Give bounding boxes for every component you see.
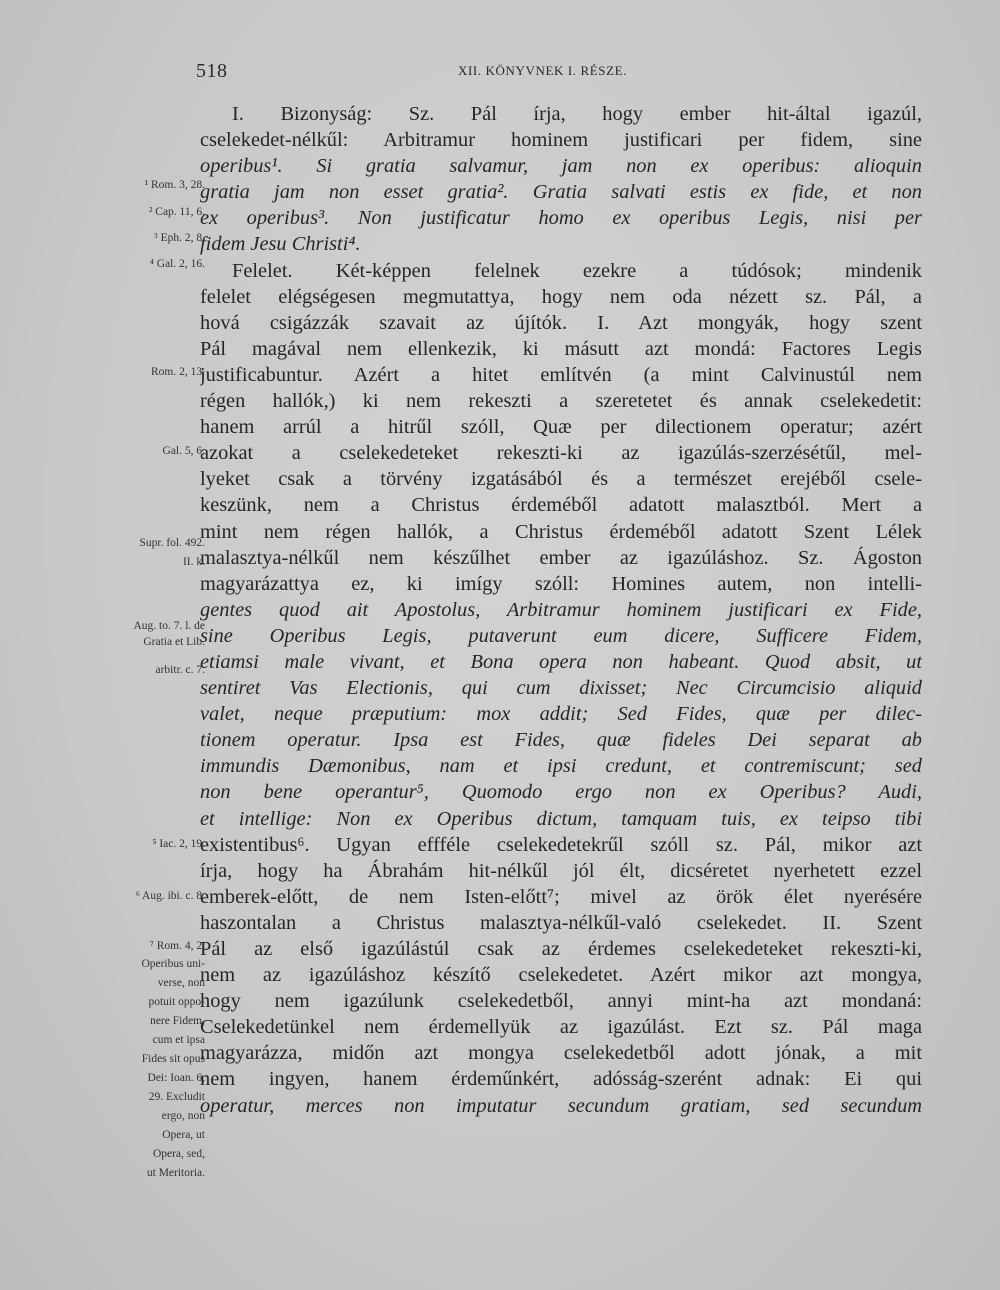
- text-line: Pál az első igazúlástúl csak az érdemes cselekedeteket rekeszti-ki,: [200, 938, 922, 960]
- margin-note: Opera, ut: [162, 1129, 205, 1141]
- margin-note: ³ Eph. 2, 8.: [154, 232, 205, 244]
- text-line: írja, hogy ha Ábrahám hit-nélkűl jól élt, dicséretet nyerhetett ezzel: [200, 859, 922, 882]
- margin-note: ⁷ Rom. 4, 2.: [149, 940, 205, 952]
- text-line: sentiret Vas Electionis, qui cum dixisset; Nec Circumcisio aliquid: [200, 677, 922, 700]
- margin-note: ² Cap. 11, 6.: [148, 206, 205, 218]
- margin-note: potuit oppo-: [148, 996, 205, 1008]
- text-line: haszontalan a Christus malasztya-nélkűl-való cselekedet. II. Szent: [200, 911, 922, 934]
- text-line: magyarázza, midőn azt mongya cselekedetből adott jónak, a mit: [200, 1042, 922, 1065]
- margin-note: ⁵ Iac. 2, 19.: [152, 838, 205, 850]
- text-line: malasztya-nélkűl nem készűlhet ember az igazúláshoz. Sz. Ágoston: [200, 546, 922, 569]
- margin-note: Gratia et Lib.: [143, 636, 205, 648]
- text-line: hogy nem igazúlunk cselekedetből, annyi mint-ha azt mondaná:: [200, 990, 922, 1013]
- margin-note: Aug. to. 7. l. de: [133, 620, 205, 632]
- text-line: I. Bizonyság: Sz. Pál írja, hogy ember hit-által igazúl,: [232, 103, 922, 125]
- margin-note: Gal. 5, 6.: [162, 445, 205, 457]
- text-line: justificabuntur. Azért a hitet említvén (a mint Calvinustúl nem: [200, 363, 922, 386]
- text-line: tionem operatur. Ipsa est Fides, quæ fideles Dei separat ab: [200, 729, 922, 752]
- page-header: [196, 60, 916, 90]
- text-line: Pál magával nem ellenkezik, ki másutt azt mondá: Factores Legis: [200, 337, 922, 360]
- text-line: Felelet. Két-képpen felelnek ezekre a túdósok; mindenik: [232, 259, 922, 282]
- text-line: hanem arrúl a hitrűl szóll, Quæ per dilectionem operatur; azért: [200, 416, 922, 439]
- margin-note: Opera, sed,: [152, 1148, 205, 1160]
- running-head: XII. KÖNYVNEK I. RÉSZE.: [458, 63, 628, 78]
- text-line: existentibus⁶. Ugyan effféle cselekedetekrűl szóll sz. Pál, mikor azt: [200, 833, 922, 856]
- margin-note: 29. Excludit: [148, 1091, 205, 1103]
- text-line: hová csigázzák szavait az újítók. I. Azt mongyák, hogy szent: [200, 311, 922, 334]
- text-line: gratia jam non esset gratia². Gratia salvati estis ex fide, et non: [200, 181, 922, 204]
- text-line: lyeket csak a törvény izgatásából és a természet erejéből csele-: [200, 468, 922, 491]
- text-line: nem ingyen, hanem érdeműnkért, adósság-szerént adnak: Ei qui: [200, 1068, 922, 1091]
- text-line: keszünk, nem a Christus érdeméből adatott malasztból. Mert a: [200, 494, 922, 517]
- margin-note: ⁶ Aug. ibi. c. 8.: [135, 890, 205, 902]
- text-line: operatur, merces non imputatur secundum gratiam, sed secundum: [200, 1094, 922, 1117]
- text-line: azokat a cselekedeteket rekeszti-ki az igazúlás-szerzésétűl, mel-: [200, 442, 922, 465]
- margin-note: cum et ipsa: [152, 1034, 205, 1046]
- text-line: et intellige: Non ex Operibus dictum, tamquam tuis, ex teipso tibi: [200, 807, 922, 830]
- text-line: nem az igazúláshoz készítő cselekedetet. Azért mikor azt mongya,: [200, 964, 922, 987]
- text-line: gentes quod ait Apostolus, Arbitramur hominem justificari ex Fide,: [200, 598, 922, 621]
- text-line: valet, neque præputium: mox addit; Sed Fides, quæ per dilec-: [200, 703, 922, 726]
- margin-note: ¹ Rom. 3, 28.: [144, 179, 205, 191]
- text-line: Cselekedetünkel nem érdemellyük az igazúlást. Ezt sz. Pál maga: [200, 1016, 922, 1039]
- margin-note: ergo, non: [161, 1110, 205, 1122]
- text-line: régen hallók,) ki nem rekeszti a szeretetet és annak cselekedetit:: [200, 390, 922, 413]
- text-line: sine Operibus Legis, putaverunt eum dicere, Sufficere Fidem,: [200, 624, 922, 647]
- margin-note: Fides sit opus: [141, 1053, 205, 1065]
- margin-note: Operibus uni-: [141, 958, 205, 970]
- text-line: non bene operantur⁵, Quomodo ergo non ex Operibus? Audi,: [200, 781, 922, 804]
- margin-note: ut Meritoria.: [146, 1167, 205, 1179]
- margin-note: Rom. 2, 13.: [151, 366, 205, 378]
- text-line: fidem Jesu Christi⁴.: [200, 233, 361, 256]
- page-number: 518: [196, 60, 228, 82]
- text-line: ex operibus³. Non justificatur homo ex operibus Legis, nisi per: [200, 207, 922, 230]
- text-line: magyarázattya ez, ki imígy szóll: Homines autem, non intelli-: [200, 572, 922, 595]
- body-text: [200, 101, 922, 1119]
- text-line: mint nem régen hallók, a Christus érdeméből adatott Szent Lélek: [200, 520, 922, 543]
- text-line: emberek-előtt, de nem Isten-előtt⁷; mivel az örök élet nyerésére: [200, 885, 922, 908]
- margin-note: verse, non: [157, 977, 205, 989]
- margin-note: II. k.: [182, 556, 205, 568]
- margin-note: arbitr. c. 7.: [155, 664, 205, 676]
- margin-note: Supr. fol. 492.: [139, 537, 205, 549]
- margin-note: Dei: Ioan. 6,: [147, 1072, 205, 1084]
- text-line: immundis Dæmonibus, nam et ipsi credunt, et contremiscunt; sed: [200, 755, 922, 778]
- text-line: etiamsi male vivant, et Bona opera non habeant. Quod absit, ut: [200, 650, 922, 673]
- margin-note: ⁴ Gal. 2, 16.: [149, 258, 205, 270]
- margin-note: nere Fidem,: [150, 1015, 205, 1027]
- text-line: cselekedet-nélkűl: Arbitramur hominem justificari per fidem, sine: [200, 129, 922, 152]
- text-line: operibus¹. Si gratia salvamur, jam non ex operibus: alioquin: [200, 155, 922, 178]
- text-line: felelet elégségesen megmutattya, hogy nem oda nézett sz. Pál, a: [200, 285, 922, 308]
